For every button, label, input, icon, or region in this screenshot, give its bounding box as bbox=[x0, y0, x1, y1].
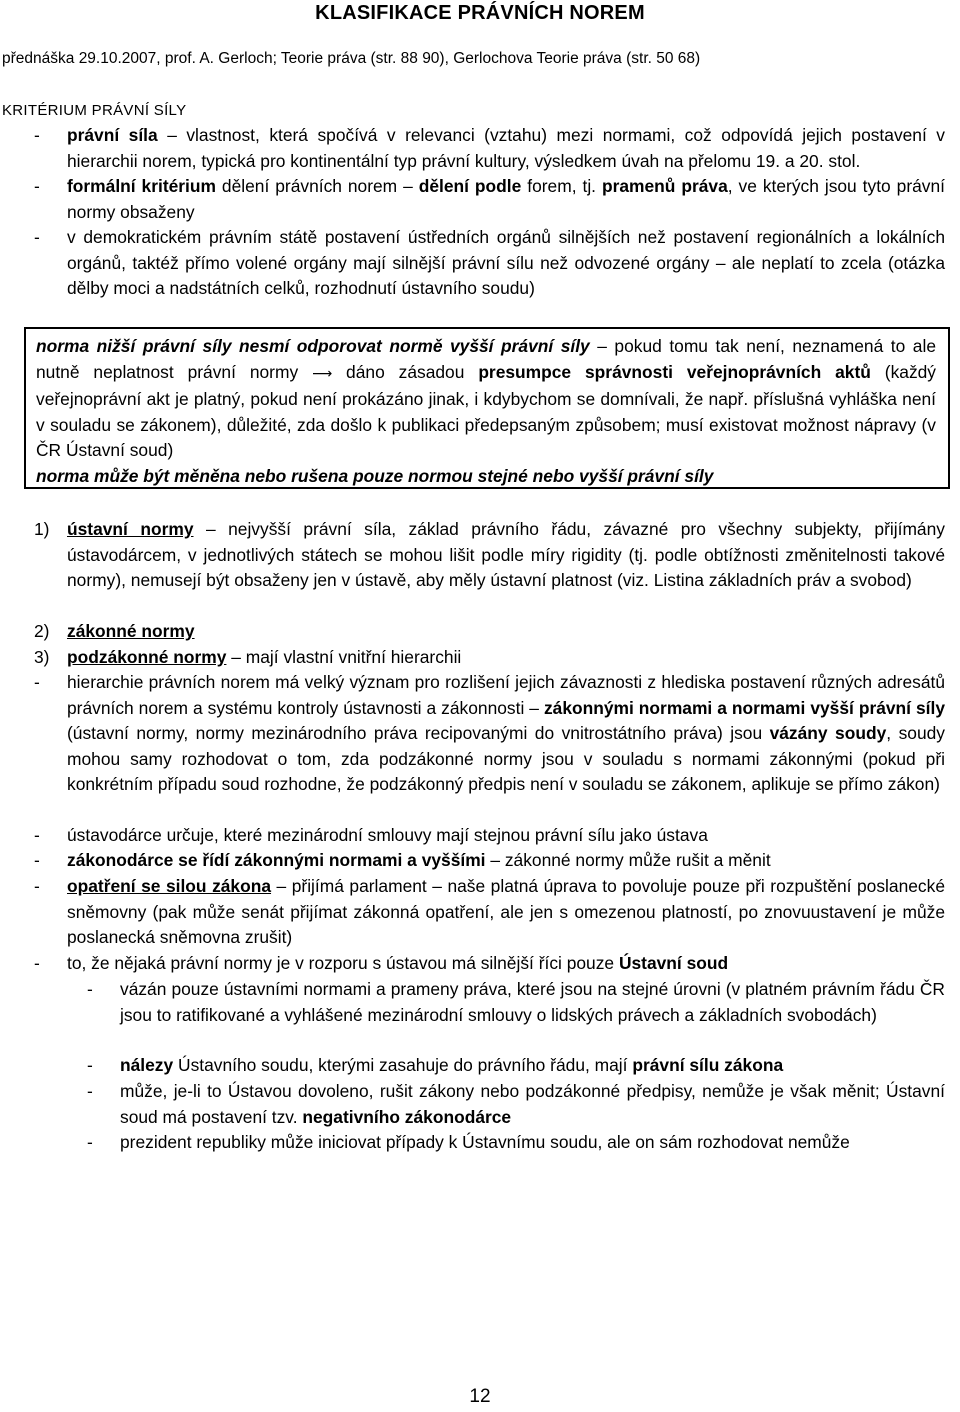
bullet-ustavni-soud: to, že nějaká právní normy je v rozporu s ústavou má silnější říci pouze Ústavní soud bbox=[67, 953, 729, 973]
sub-bullet-dash: - bbox=[87, 1132, 93, 1152]
sub-bullet-prezident: prezident republiky může iniciovat případy k Ústavnímu soudu, ale on sám rozhodovat nemůže bbox=[120, 1132, 850, 1152]
bullet-dash: - bbox=[34, 876, 40, 896]
bullet-dash: - bbox=[34, 672, 40, 692]
bullet-dash: - bbox=[34, 176, 40, 196]
bullet-opatreni: opatření se silou zákona – přijímá parlament – naše platná úprava to povoluje pouze při rozpuštění poslanecké sněmovny (pak může senát přijímat zákonná opatření, ale jen s omezenou platností, po znovuustavení je může poslanecká sněmovna zrušit) bbox=[67, 876, 945, 947]
sub-bullet-nalezy: nálezy Ústavního soudu, kterými zasahuje do právního řádu, mají právní sílu zákona bbox=[120, 1055, 784, 1075]
list-number: 2) bbox=[34, 621, 50, 641]
sub-bullet-vazan: vázán pouze ústavními normami a prameny práva, které jsou na stejné úrovni (v platném právním řádu ČR jsou to ratifikované a vyhlášené mezinárodní smlouvy o lidských právech a základních svobodách) bbox=[120, 979, 945, 1025]
intro-paragraph-3: v demokratickém právním státě postavení ústředních orgánů silnějších než postavení regionálních a lokálních orgánů, taktéž přímo volené orgány mají silnější právní sílu než odvozené orgány – ale neplatí to zcela (otázka dělby moci a nadstátních celků, rozhodnutí ústavního soudu) bbox=[67, 227, 945, 298]
term-pravni-sila: právní síla bbox=[67, 125, 158, 145]
page-title: KLASIFIKACE PRÁVNÍCH NOREM bbox=[315, 2, 645, 24]
bullet-dash: - bbox=[34, 227, 40, 247]
list-item-1: ústavní normy – nejvyšší právní síla, základ právního řádu, závazné pro všechny subjekty, přijímány ústavodárcem, v jednotlivých státech se mohou lišit podle míry rigidity (tj. podle obtížnosti změnitelnosti takové normy), nemusejí být obsaženy jen v ústavě, aby měly ústavní platnost (viz. Listina základních práv a svobod) bbox=[67, 519, 945, 590]
lecture-subtitle: přednáška 29.10.2007, prof. A. Gerloch; Teorie práva (str. 88 90), Gerlochova Teorie práva (str. 50 68) bbox=[2, 50, 701, 67]
sub-bullet-dash: - bbox=[87, 979, 93, 999]
bullet-ustavodarce: ústavodárce určuje, které mezinárodní smlouvy mají stejnou právní sílu jako ústava bbox=[67, 825, 708, 845]
intro-paragraph-1: právní síla – vlastnost, která spočívá v relevanci (vztahu) mezi normami, což odpovídá jejich postavení v hierarchii norem, typická pro kontinentální typ právní kultury, výsledkem úvah na přelomu 19. a 20. stol. bbox=[67, 125, 945, 171]
bullet-dash: - bbox=[34, 125, 40, 145]
list-number: 1) bbox=[34, 519, 50, 539]
sub-bullet-muze: může, je-li to Ústavou dovoleno, rušit zákony nebo podzákonné předpisy, nemůže je však měnit; Ústavní soud má postavení tzv. negativního zákonodárce bbox=[120, 1081, 945, 1127]
list-item-2: zákonné normy bbox=[67, 621, 195, 641]
bullet-dash: - bbox=[34, 850, 40, 870]
list-number: 3) bbox=[34, 647, 50, 667]
section-heading: KRITÉRIUM PRÁVNÍ SÍLY bbox=[2, 102, 187, 119]
page-number: 12 bbox=[469, 1386, 491, 1407]
sub-bullet-dash: - bbox=[87, 1055, 93, 1075]
arrow-right-icon: ⟶ bbox=[312, 365, 333, 382]
principle-box bbox=[24, 327, 950, 489]
principle-box-text: norma nižší právní síly nesmí odporovat normě vyšší právní síly – pokud tomu tak není, neznamená to ale nutně neplatnost právní normy ⟶ dáno zásadou presumpce správnosti veřejnoprávních aktů (každý veřejnoprávní akt je platný, pokud není prokázáno jinak, i kdybychom se domnívali, že např. příslušná vyhláška není v souladu se zákonem), důležité, zda došlo k publikaci předepsaným způsobem; musí existovat možnost nápravy (v ČR Ústavní soud) norma může být měněna nebo rušena pouze normou stejné nebo vyšší právní síly bbox=[36, 336, 937, 486]
bullet-dash: - bbox=[34, 825, 40, 845]
bullet-zakonodarce: zákonodárce se řídí zákonnými normami a vyššími – zákonné normy může rušit a měnit bbox=[67, 850, 771, 870]
principle-rule-2: norma může být měněna nebo rušena pouze normou stejné nebo vyšší právní síly bbox=[36, 465, 714, 486]
intro-paragraph-2: formální kritérium dělení právních norem – dělení podle forem, tj. pramenů práva, ve kterých jsou tyto právní normy obsaženy bbox=[67, 176, 945, 222]
list-item-3: podzákonné normy – mají vlastní vnitřní hierarchii bbox=[67, 647, 462, 667]
sub-bullet-dash: - bbox=[87, 1081, 93, 1101]
bullet-dash: - bbox=[34, 953, 40, 973]
bullet-hierarchy: hierarchie právních norem má velký význam pro rozlišení jejich závaznosti z hlediska postavení různých adresátů právních norem a systému kontroly ústavnosti a zákonnosti – zákonnými normami a normami vyšší právní síly (ústavní normy, normy mezinárodního práva recipovanými do vnitrostátního práva) jsou vázány soudy, soudy mohou samy rozhodovat o tom, zda podzákonné normy jsou v souladu s normami zákonnými (pokud při konkrétním případu soud rozhodne, že podzákonný předpis není v souladu se zákonem, aplikuje se přímo zákon) bbox=[67, 672, 946, 794]
